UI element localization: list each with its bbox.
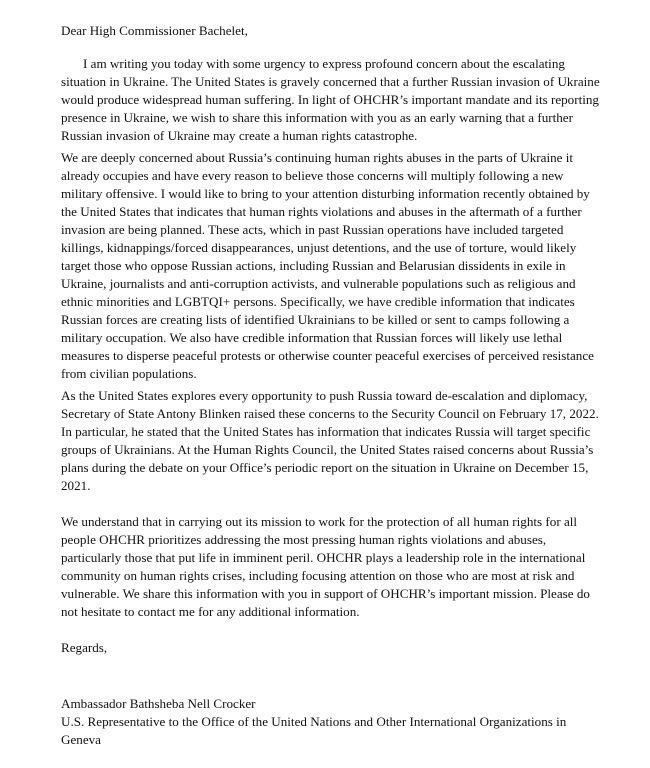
paragraph-3: As the United States explores every opportunity to push Russia toward de-escalation and diplomacy, Secretary of State Antony Blinken raised these concerns to the Security Council on February 17, 2022. In particular, he stated that the United States has information that indicates Russia will target specific groups of Ukrainians. At the Human Rights Council, the United States raised concerns about Russia’s plans during the debate on your Office’s periodic report on the situation in Ukraine on December 15, 2021.	[61, 388, 599, 493]
closing: Regards,	[61, 640, 108, 655]
paragraph-4: We understand that in carrying out its mission to work for the protection of all human rights for all people OHCHR prioritizes addressing the most pressing human rights violations and abuses, particularly those that put life in imminent peril. OHCHR plays a leadership role in the international community on human rights crises, including focusing attention on those who are most at risk and vulnerable. We share this information with you in support of OHCHR’s important mission. Please do not hesitate to contact me for any additional information.	[61, 514, 590, 619]
signature-name: Ambassador Bathsheba Nell Crocker	[61, 696, 256, 711]
letter-body	[61, 22, 601, 749]
salutation: Dear High Commissioner Bachelet,	[61, 23, 248, 38]
paragraph-1: I am writing you today with some urgency to express profound concern about the escalating situation in Ukraine. The United States is gravely concerned that a further Russian invasion of Ukraine would produce widespread human suffering. In light of OHCHR’s important mandate and its reporting presence in Ukraine, we wish to share this information with you as an early warning that a further Russian invasion of Ukraine may create a human rights catastrophe.	[61, 56, 600, 143]
signature-title: U.S. Representative to the Office of the United Nations and Other International Organizations in Geneva	[61, 714, 567, 747]
paragraph-2: We are deeply concerned about Russia’s continuing human rights abuses in the parts of Ukraine it already occupies and have every reason to believe those concerns will multiply following a new military offensive. I would like to bring to your attention disturbing information recently obtained by the United States that indicates that human rights violations and abuses in the aftermath of a further invasion are being planned. These acts, which in past Russian operations have included targeted killings, kidnappings/forced disappearances, unjust detentions, and the use of torture, would likely target those who oppose Russian actions, including Russian and Belarusian dissidents in exile in Ukraine, journalists and anti-corruption activists, and vulnerable populations such as religious and ethnic minorities and LGBTQI+ persons. Specifically, we have credible information that indicates Russian forces are creating lists of identified Ukrainians to be killed or sent to camps following a military occupation. We also have credible information that Russian forces will likely use lethal measures to disperse peaceful protests or otherwise counter peaceful exercises of perceived resistance from civilian populations.	[61, 150, 594, 381]
